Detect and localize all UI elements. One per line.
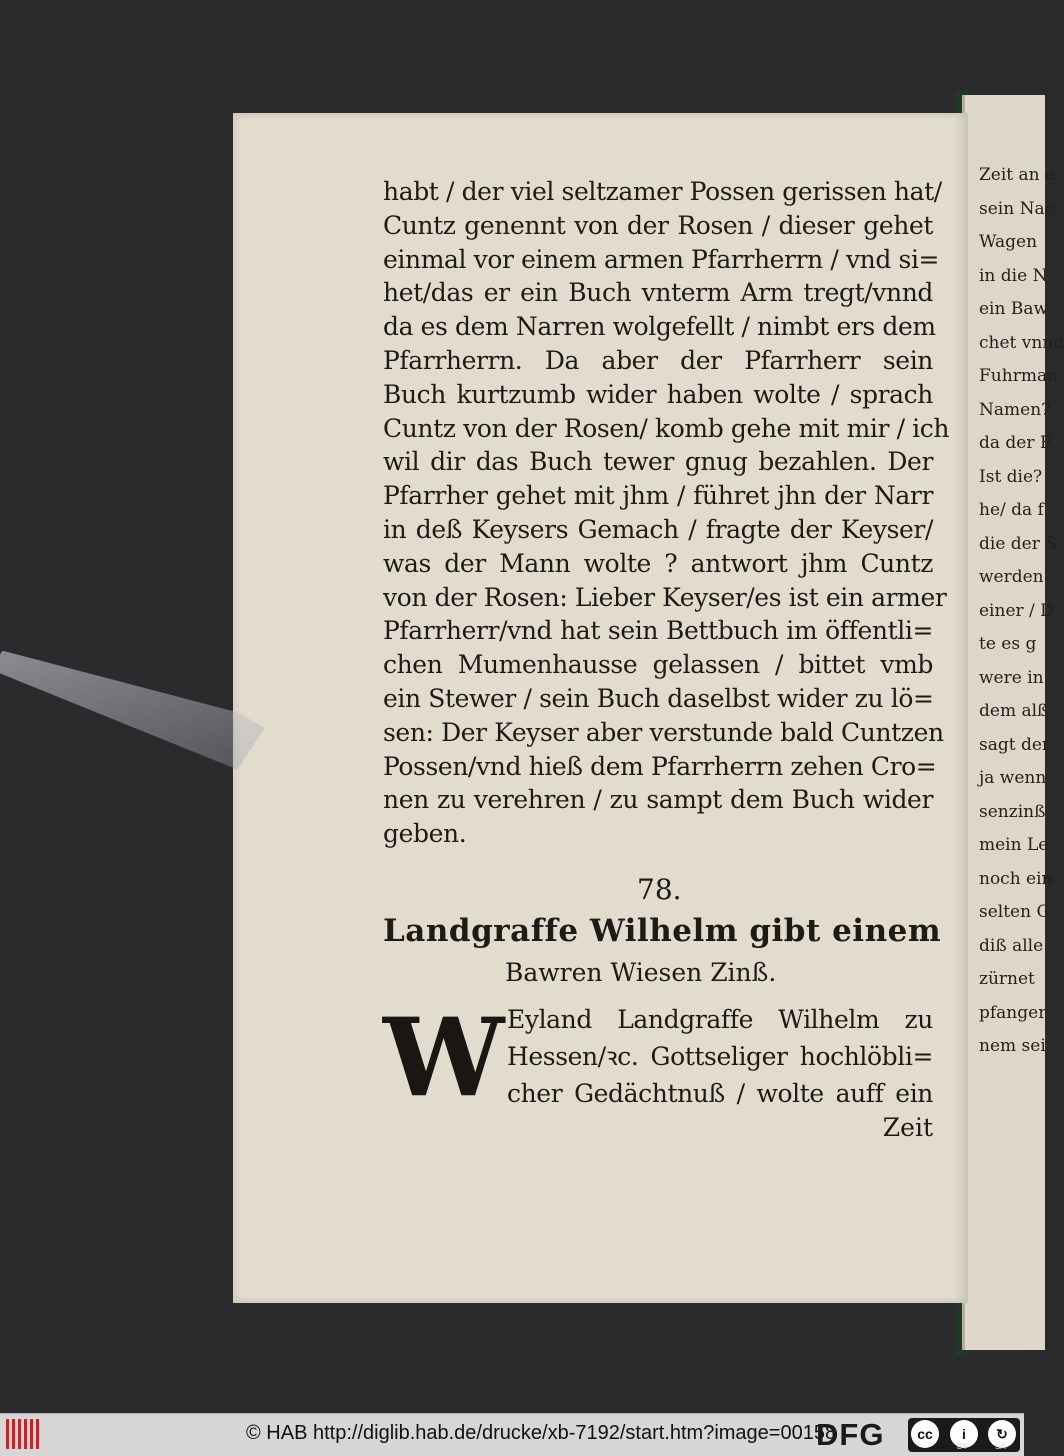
facing-page-line: Zeit an e: [979, 165, 1056, 185]
text-line: einmal vor einem armen Pfarrherrn / vnd si=: [383, 244, 940, 274]
facing-page-line: zürnet: [979, 969, 1035, 989]
main-text: [383, 175, 950, 851]
facing-page-line: were in: [979, 667, 1044, 688]
facing-page-line: dem alß: [979, 701, 1049, 721]
facing-page-line: te es g: [979, 634, 1037, 654]
text-line: was der Mann wolte ? antwort jhm Cuntz: [383, 548, 933, 578]
facing-page-line: sagt der: [979, 734, 1051, 755]
facing-page-line: chet vnnd: [979, 332, 1064, 353]
facing-page-line: sein Nac: [979, 198, 1055, 219]
text-line: Buch kurtzumb wider haben wolte / sprach: [383, 379, 933, 409]
hab-logo-icon: [6, 1419, 40, 1449]
text-line: sen: Der Keyser aber verstunde bald Cuntzen: [383, 717, 944, 747]
footer-url[interactable]: © HAB http://diglib.hab.de/drucke/xb-7192/start.htm?image=00158: [246, 1422, 837, 1444]
section-subheading: Bawren Wiesen Zinß.: [505, 958, 777, 987]
text-line: Possen/vnd hieß dem Pfarrherrn zehen Cro=: [383, 751, 937, 781]
facing-page-line: ein Baw: [979, 299, 1049, 319]
section-heading: Landgraffe Wilhelm gibt einem: [383, 913, 942, 949]
text-line: habt / der viel seltzamer Possen gerissen hat/: [383, 177, 942, 206]
text-line: geben.: [383, 819, 467, 849]
facing-page-line: da der F: [979, 433, 1052, 453]
text-line: chen Mumenhausse gelassen / bittet vmb: [383, 650, 933, 680]
by-icon: i: [950, 1420, 978, 1448]
catchword: Zeit: [882, 1113, 933, 1142]
facing-page-line: die der S: [979, 533, 1057, 554]
text-line: Pfarrher gehet mit jhm / führet jhn der Narr: [383, 481, 933, 511]
section-number: 78.: [637, 873, 682, 906]
text-line: von der Rosen: Lieber Keyser/es ist ein armer: [383, 582, 947, 612]
by-label: BY: [957, 1442, 968, 1451]
footer-bar: [0, 1413, 1024, 1456]
facing-page-line: ja wenn: [979, 768, 1047, 788]
facing-page-line: in die N: [979, 265, 1048, 286]
cc-icon: cc: [911, 1420, 939, 1448]
facing-page-fragment: [962, 95, 1064, 1350]
section-body: [507, 1001, 933, 1112]
facing-page-line: mein Le: [979, 835, 1049, 855]
facing-page-line: nem sei: [979, 1036, 1046, 1056]
text-line: cher Gedächtnuß / wolte auff ein: [507, 1079, 933, 1108]
facing-page-line: selten G: [979, 902, 1051, 922]
text-line: Cuntz von der Rosen/ komb gehe mit mir / ich: [383, 413, 950, 443]
text-line: nen zu verehren / zu sampt dem Buch wider: [383, 785, 933, 815]
sa-label: SA: [995, 1442, 1006, 1451]
facing-page-line: he/ da f: [979, 500, 1044, 520]
book-page: [233, 113, 968, 1303]
facing-page-line: diß alle: [979, 935, 1044, 956]
text-line: het/das er ein Buch vnterm Arm tregt/vnnd: [383, 278, 933, 308]
facing-page-line: einer / D: [979, 600, 1054, 621]
text-line: wil dir das Buch tewer gnug bezahlen. Der: [383, 447, 933, 477]
cc-license-badge[interactable]: [908, 1418, 1020, 1452]
facing-page-line: werden: [979, 567, 1044, 587]
facing-page-line: Ist die?: [979, 466, 1043, 487]
facing-page-line: pfanger: [979, 1002, 1047, 1023]
text-line: Pfarrherrn. Da aber der Pfarrherr sein: [383, 345, 933, 375]
text-line: Cuntz genennt von der Rosen / dieser gehet: [383, 210, 933, 240]
decorated-initial: W: [383, 995, 505, 1121]
facing-page-line: noch ein: [979, 868, 1053, 889]
text-line: Eyland Landgraffe Wilhelm zu: [507, 1005, 933, 1034]
text-line: da es dem Narren wolgefellt / nimbt ers dem: [383, 312, 936, 342]
dfg-logo: DFG: [816, 1417, 885, 1452]
text-line: ein Stewer / sein Buch daselbst wider zu lö=: [383, 683, 934, 713]
text-line: Pfarrherr/vnd hat sein Bettbuch im öffentli=: [383, 616, 933, 646]
text-line: Hessen/ꝛc. Gottseliger hochlöbli=: [507, 1042, 933, 1071]
sa-icon: ↻: [988, 1420, 1016, 1448]
facing-page-line: Namen?: [979, 399, 1051, 420]
facing-page-line: Fuhrman: [979, 366, 1059, 386]
pointer-tool: [0, 650, 270, 780]
facing-page-line: Wagen: [979, 232, 1038, 252]
facing-page-line: senzinß: [979, 801, 1046, 822]
text-line: in deß Keysers Gemach / fragte der Keyser/: [383, 514, 933, 544]
